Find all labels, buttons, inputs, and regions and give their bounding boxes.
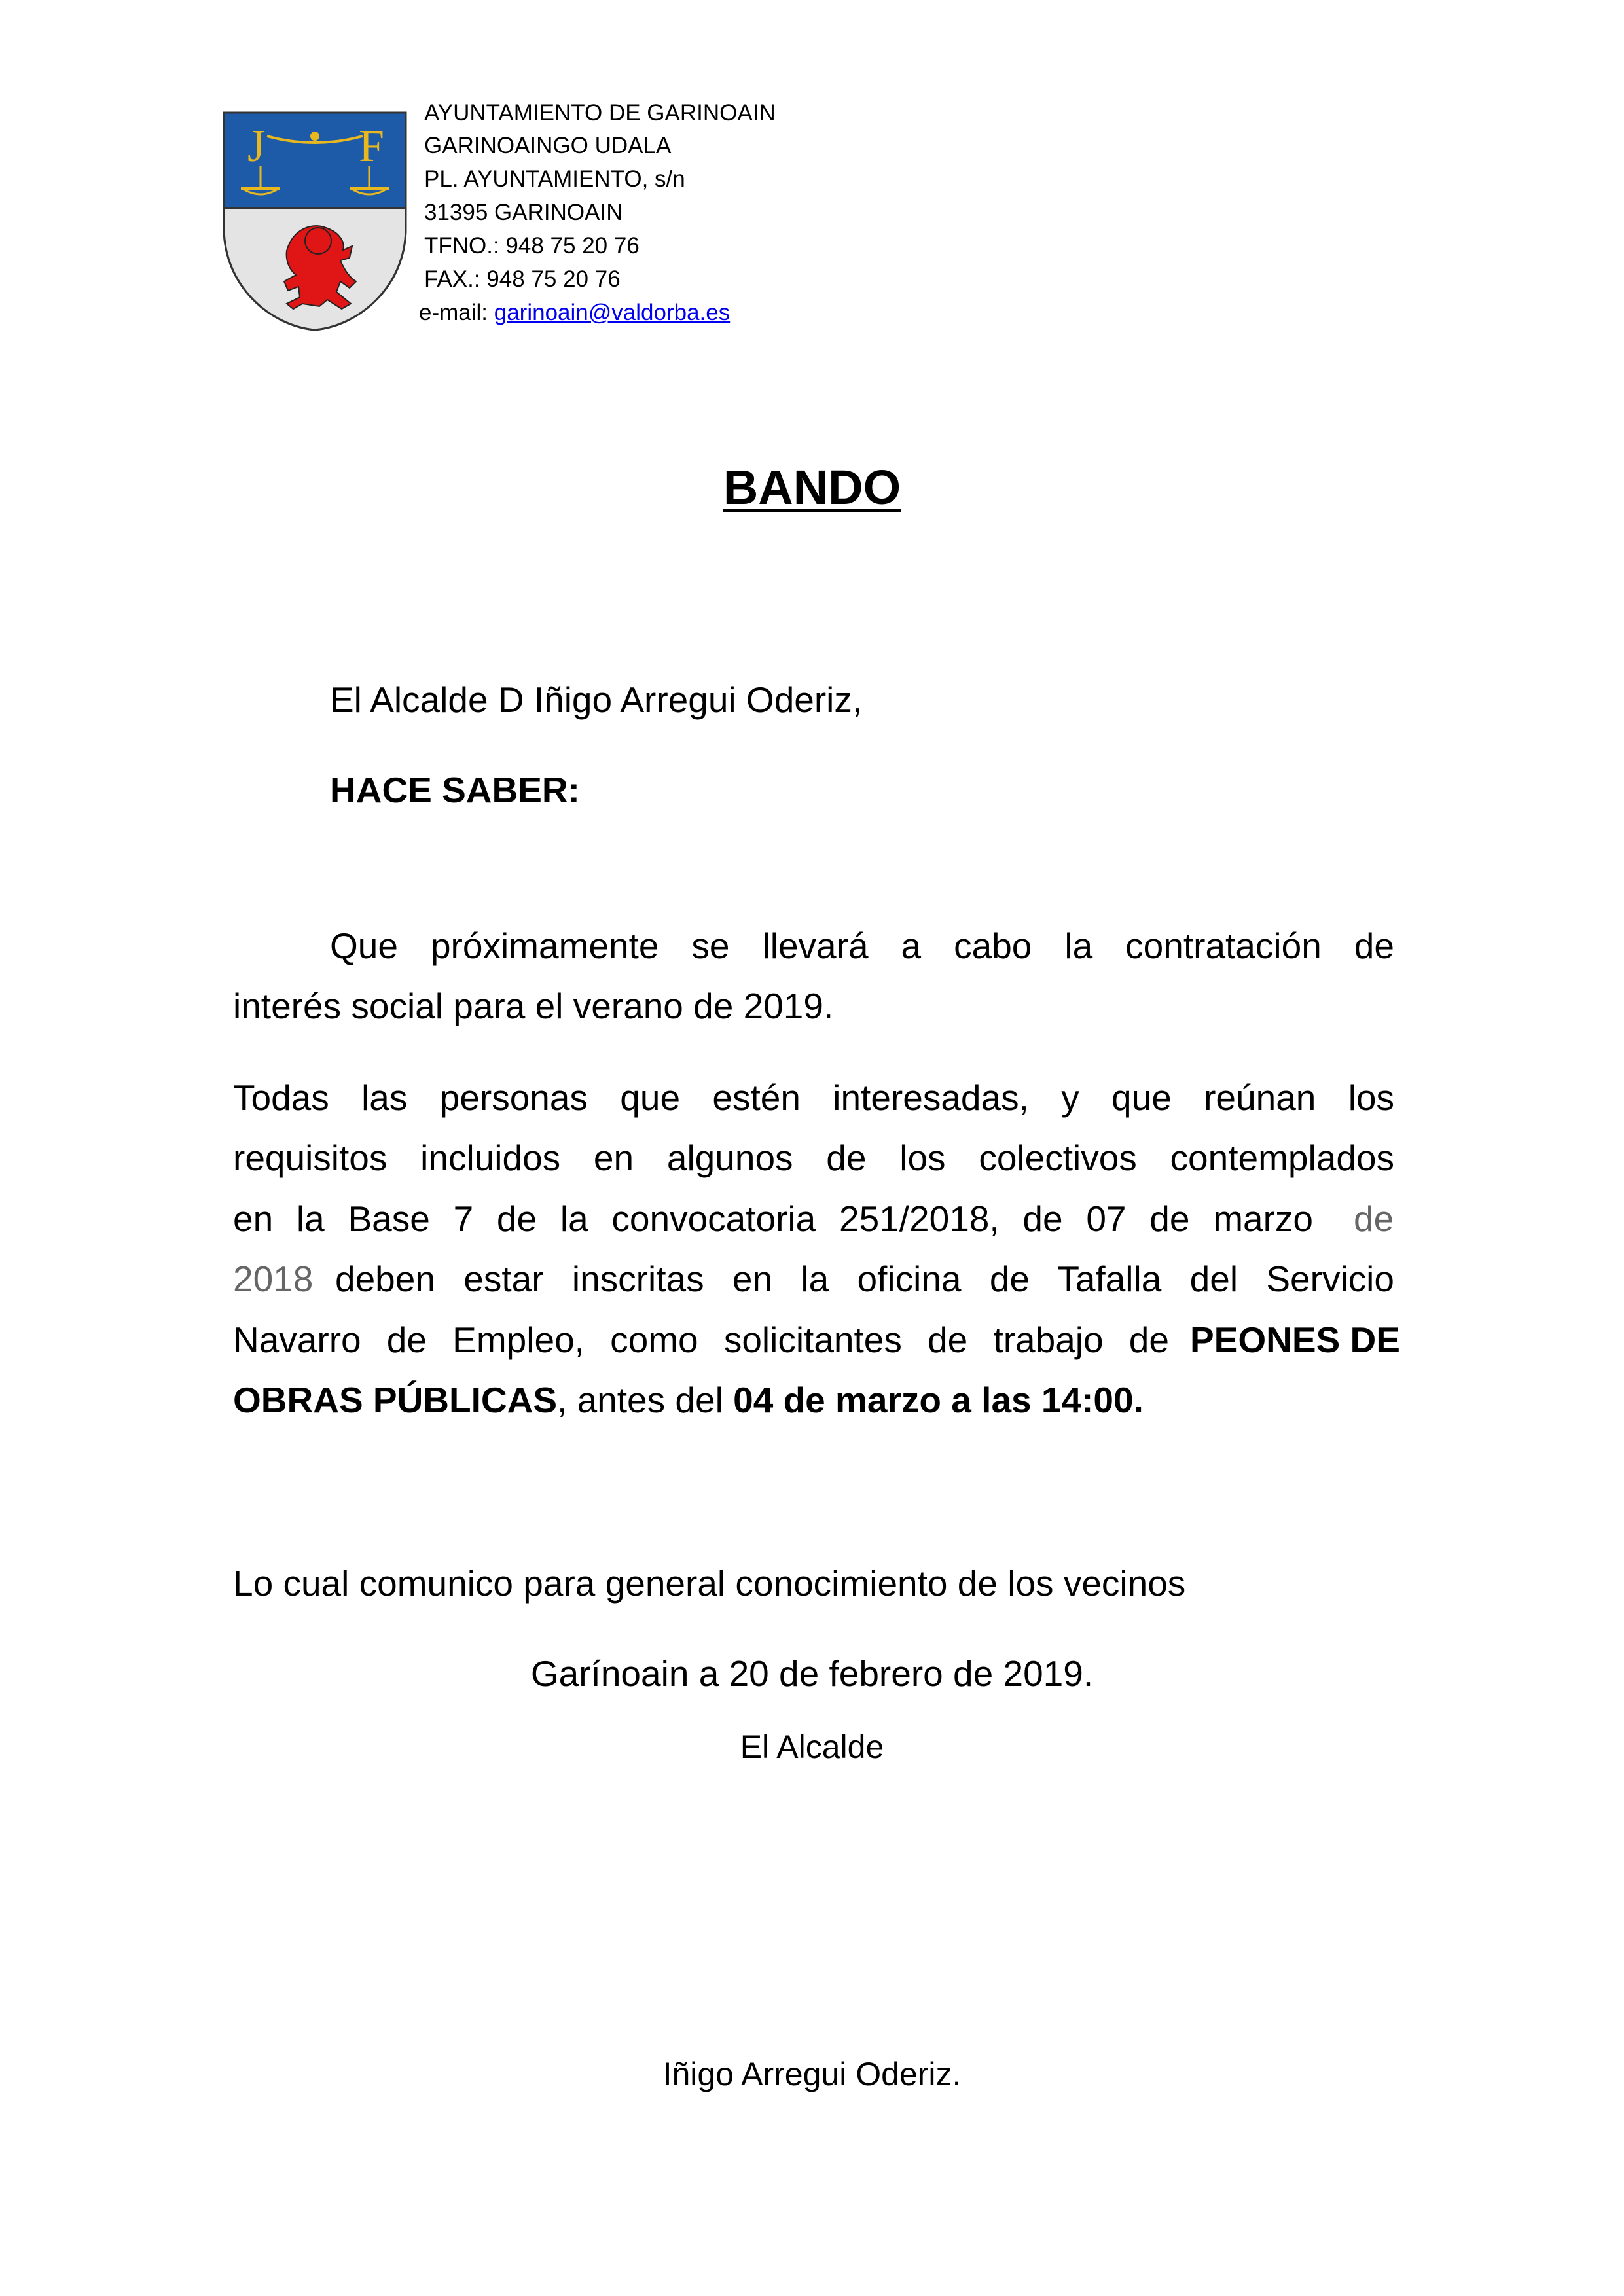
para2-line3: en la Base 7 de la convocatoria 251/2018, de 07 de marzo — [233, 1198, 1313, 1239]
email-label: e-mail: — [419, 300, 494, 325]
para1-line1: Que próximamente se llevará a cabo la contratación de — [330, 925, 1394, 966]
signer-title: El Alcalde — [740, 1729, 884, 1765]
email-link[interactable]: garinoain@valdorba.es — [494, 300, 731, 325]
para2-line5-bold: PEONES DE — [1190, 1319, 1400, 1360]
crest-letter-j: J — [247, 121, 266, 171]
closing-line: Lo cual comunico para general conocimiento de los vecinos — [233, 1563, 1186, 1604]
header-line-postcode: 31395 GARINOAIN — [424, 200, 623, 225]
header-line-address: PL. AYUNTAMIENTO, s/n — [424, 166, 685, 192]
document-title: BANDO — [723, 460, 901, 514]
obras-publicas-text: OBRAS PÚBLICAS — [233, 1380, 558, 1420]
signer-name: Iñigo Arregui Oderiz. — [662, 2056, 962, 2092]
crest-letter-f: F — [359, 121, 384, 171]
header-line-udala: GARINOAINGO UDALA — [424, 133, 672, 158]
antes-del-text: , antes del — [557, 1380, 734, 1420]
para2-line4: deben estar inscritas en la oficina de Tafalla del Servicio — [335, 1259, 1394, 1299]
header-line-phone: TFNO.: 948 75 20 76 — [424, 233, 640, 259]
para2-line4-grey: 2018 — [233, 1259, 314, 1299]
date-line: Garínoain a 20 de febrero de 2019. — [530, 1653, 1094, 1694]
para2-line5: Navarro de Empleo, como solicitantes de trabajo de — [233, 1319, 1169, 1360]
para2-line2: requisitos incluidos en algunos de los colectivos contemplados — [233, 1138, 1394, 1178]
header-line-fax: FAX.: 948 75 20 76 — [424, 266, 621, 292]
deadline-text: 04 de marzo a las 14:00. — [733, 1380, 1144, 1420]
hace-saber-heading: HACE SABER: — [330, 770, 580, 810]
para2-line3-grey: de — [1354, 1198, 1394, 1239]
municipal-crest-logo — [221, 110, 408, 332]
para2-line1: Todas las personas que estén interesadas, y que reúnan los — [233, 1077, 1394, 1118]
header-email-line — [419, 296, 730, 329]
para1-line2: interés social para el verano de 2019. — [233, 986, 834, 1026]
header-line-ayuntamiento: AYUNTAMIENTO DE GARINOAIN — [424, 100, 776, 126]
para2-line6 — [233, 1369, 1144, 1431]
intro-line: El Alcalde D Iñigo Arregui Oderiz, — [330, 679, 863, 720]
